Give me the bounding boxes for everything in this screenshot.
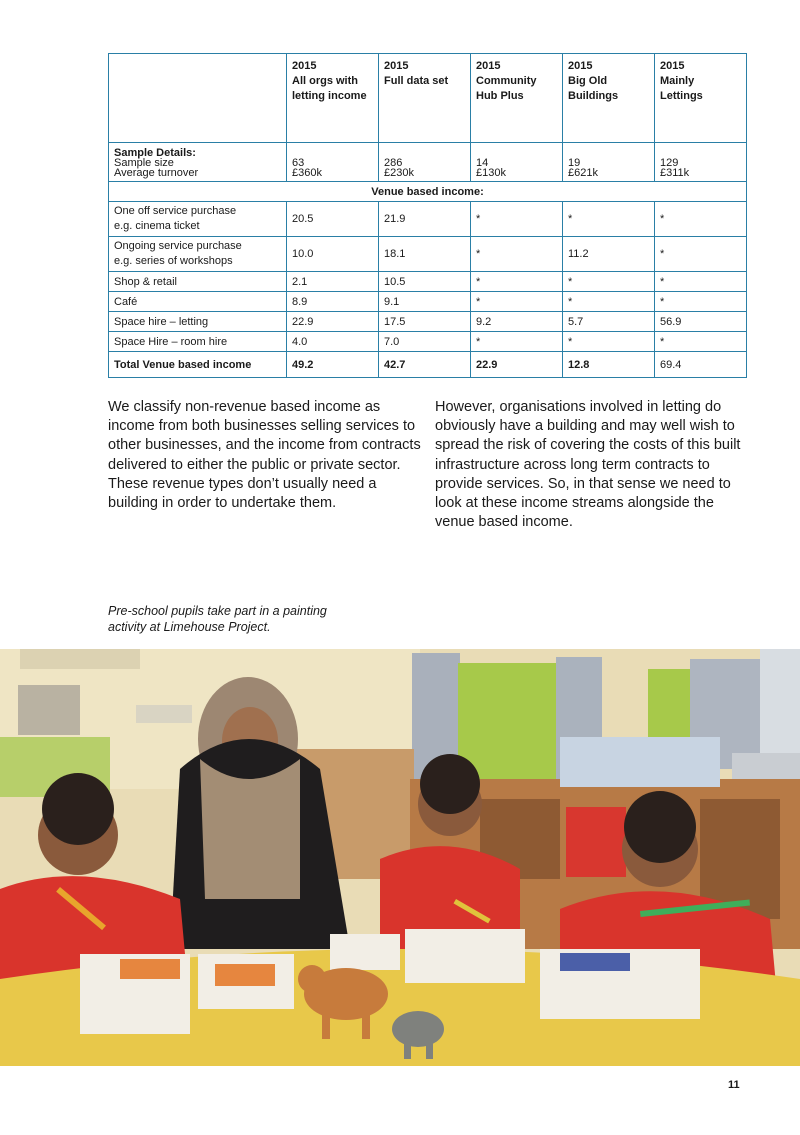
column-header: 2015 Big Old Buildings — [563, 54, 655, 143]
table-cell: 2.1 — [287, 272, 379, 292]
table-cell: 63 £360k — [287, 143, 379, 182]
total-label: Total Venue based income — [109, 352, 287, 378]
table-cell: * — [471, 332, 563, 352]
table-row — [109, 332, 747, 352]
section-header-row — [109, 182, 747, 202]
row-label: Space hire – letting — [109, 312, 287, 332]
table-cell: 18.1 — [379, 237, 471, 272]
table-cell: 7.0 — [379, 332, 471, 352]
table-cell: * — [471, 202, 563, 237]
sample-details-label: Sample Details: Sample size Average turnover — [109, 143, 287, 182]
table-cell: * — [655, 237, 747, 272]
section-title: Venue based income: — [109, 182, 747, 202]
column-header: 2015 Full data set — [379, 54, 471, 143]
body-text-left: We classify non-revenue based income as income from both businesses selling services to other businesses, and the income from contracts delivered to either the public or private sector. These revenue types don’t usually need a building in order to undertake them. — [108, 399, 421, 512]
table-cell: * — [655, 292, 747, 312]
table-cell: 69.4 — [655, 352, 747, 378]
table-cell: 17.5 — [379, 312, 471, 332]
table-cell: 286 £230k — [379, 143, 471, 182]
table-cell: 9.1 — [379, 292, 471, 312]
column-header: 2015 Community Hub Plus — [471, 54, 563, 143]
row-label: Shop & retail — [109, 272, 287, 292]
table-row — [109, 312, 747, 332]
table-cell: 14 £130k — [471, 143, 563, 182]
table-cell: 49.2 — [287, 352, 379, 378]
classroom-photo — [0, 649, 800, 1066]
table-cell: * — [563, 272, 655, 292]
table-row — [109, 202, 747, 237]
income-table — [108, 53, 747, 378]
table-cell: * — [471, 237, 563, 272]
row-label: One off service purchase e.g. cinema ticket — [109, 202, 287, 237]
table-cell: 8.9 — [287, 292, 379, 312]
sample-details-row — [109, 143, 747, 182]
table-cell: 9.2 — [471, 312, 563, 332]
table-cell: 10.0 — [287, 237, 379, 272]
table-cell: 4.0 — [287, 332, 379, 352]
table-cell: * — [471, 272, 563, 292]
table-row — [109, 292, 747, 312]
table-cell: 10.5 — [379, 272, 471, 292]
table-cell: 21.9 — [379, 202, 471, 237]
table-cell: 5.7 — [563, 312, 655, 332]
row-label: Café — [109, 292, 287, 312]
body-text-right: However, organisations involved in letting do obviously have a building and may well wish to spread the risk of covering the costs of this built infrastructure across long term contracts to provide services. So, in that sense we need to look at these income streams alongside the venue based income. — [435, 399, 741, 531]
total-row — [109, 352, 747, 378]
table-cell: * — [655, 202, 747, 237]
table-cell: * — [563, 292, 655, 312]
table-cell: 20.5 — [287, 202, 379, 237]
table-cell: 56.9 — [655, 312, 747, 332]
column-header: 2015 All orgs with letting income — [287, 54, 379, 143]
table-cell: 22.9 — [471, 352, 563, 378]
column-header: 2015 Mainly Lettings — [655, 54, 747, 143]
table-cell: 12.8 — [563, 352, 655, 378]
table-header-row — [109, 54, 747, 143]
table-cell: * — [655, 332, 747, 352]
table-cell: * — [655, 272, 747, 292]
classroom-scene-illustration — [0, 649, 800, 1066]
table-cell: 42.7 — [379, 352, 471, 378]
table-cell: 19 £621k — [563, 143, 655, 182]
header-empty-cell — [109, 54, 287, 143]
table-row — [109, 237, 747, 272]
table-cell: 22.9 — [287, 312, 379, 332]
page-number: 11 — [728, 1079, 740, 1091]
table-cell: 129 £311k — [655, 143, 747, 182]
table-cell: * — [563, 202, 655, 237]
row-label: Ongoing service purchase e.g. series of workshops — [109, 237, 287, 272]
row-label: Space Hire – room hire — [109, 332, 287, 352]
table-row — [109, 272, 747, 292]
table-cell: * — [563, 332, 655, 352]
photo-caption: Pre-school pupils take part in a painting activity at Limehouse Project. — [108, 604, 327, 634]
table-cell: 11.2 — [563, 237, 655, 272]
table-cell: * — [471, 292, 563, 312]
